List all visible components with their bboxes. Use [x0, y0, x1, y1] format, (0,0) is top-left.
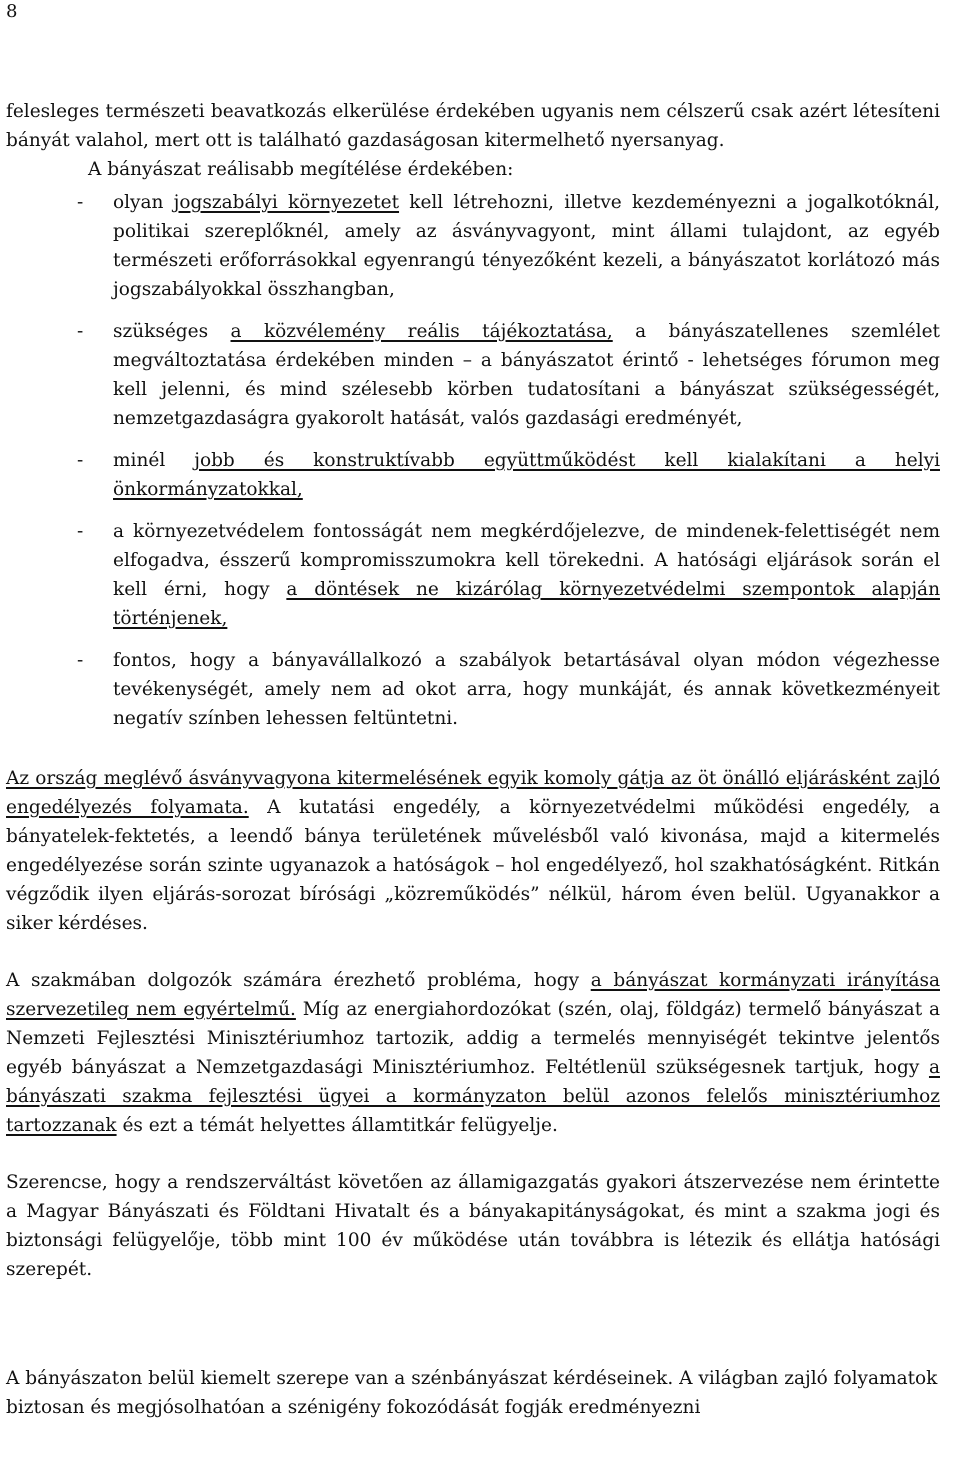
list-dash: - [77, 650, 84, 671]
list-item-text: szükséges [113, 321, 231, 342]
list-item-text: kell létrehozni, illetve kezdeményezni a jogalkotóknál, politikai szereplőknél, amely az ásványvagyont, mint állami tulajdont, az egyéb természeti erőforrásokkal egyenrangú tényezőként kezeli, a bányászatot korlátozó más jogszabályokkal összhangban, [113, 192, 940, 300]
list-item-emphasis: jobb és konstruktívabb együttműködést kell kialakítani a helyi önkormányzatokkal, [113, 450, 940, 500]
list-item-text: a bányászatellenes szemlélet megváltoztatása érdekében minden – a bányászatot érintő - lehetséges fórumon meg kell jelenni, és mind szélesebb körben tudatosítani a bányászat szükségességét, nemzetgazdaságra gyakorolt hatását, valós gazdasági eredményét, [113, 321, 940, 429]
list-dash: - [77, 450, 84, 471]
paragraph-emphasis: a bányászat kormányzati irányítása szervezetileg nem egyértelmű. [6, 970, 940, 1020]
list-item [6, 646, 940, 733]
paragraph-licensing [6, 764, 940, 938]
list-dash: - [77, 521, 84, 542]
list-item-text: minél [113, 450, 195, 471]
paragraph-text: és ezt a témát helyettes államtitkár felügyelje. [116, 1115, 558, 1136]
list-item-emphasis: a közvélemény reális tájékoztatása, [230, 321, 613, 342]
document-body [6, 97, 940, 1422]
paragraph-emphasis: a bányászati szakma fejlesztési ügyei a kormányzaton belül azonos felelős minisztériumhoz tartozzanak [6, 1057, 940, 1136]
recommendation-list [6, 188, 940, 733]
list-item-text: fontos, hogy a bányavállalkozó a szabályok betartásával olyan módon végezhesse tevékenységét, amely nem ad okot arra, hogy munkáját, és annak következményeit negatív színben lehessen feltüntetni. [113, 650, 940, 729]
paragraph-authority: Szerencse, hogy a rendszerváltást követően az államigazgatás gyakori átszervezése nem érintette a Magyar Bányászati és Földtani Hivatalt és a bányakapitányságokat, és mint a szakma jogi és biztonsági felügyelője, több mint 100 év működése után továbbra is létezik és ellátja hatósági szerepét. [6, 1172, 940, 1280]
paragraph-text: A kutatási engedély, a környezetvédelmi működési engedély, a bányatelek-fektetés, a leendő bánya területének művelésből való kivonása, majd a kitermelés engedélyezése során szinte ugyanazok a hatóságok – hol engedélyező, hol szakhatóságként. Ritkán végződik ilyen eljárás-sorozat bírósági „közreműködés” nélkül, három éven belül. Ugyanakkor a siker kérdéses. [6, 797, 940, 934]
list-item-text: olyan [113, 192, 174, 213]
page-number: 8 [6, 1, 18, 22]
list-item-text: a környezetvédelem fontosságát nem megkérdőjelezve, de mindenek-felettiségét nem elfogadva, ésszerű kompromisszumokra kell törekedni. A hatósági eljárások során el kell érni, hogy [113, 521, 940, 600]
list-item [6, 188, 940, 304]
list-dash: - [77, 321, 84, 342]
list-item [6, 317, 940, 433]
paragraph-governance [6, 966, 940, 1140]
list-item-emphasis: jogszabályi környezetet [173, 192, 400, 213]
paragraph-text: Míg az energiahordozókat (szén, olaj, földgáz) termelő bányászat a Nemzeti Fejlesztési Minisztériumhoz tartozik, addig a termelés mennyiségét tekintve jelentős egyéb bányászat a Nemzetgazdasági Minisztériumhoz. Feltétlenül szükségesnek tartjuk, hogy [6, 999, 940, 1078]
paragraph-text: A szakmában dolgozók számára érezhető probléma, hogy [6, 970, 591, 991]
paragraph-emphasis: Az ország meglévő ásványvagyona kitermelésének egyik komoly gátja az öt önálló eljárásként zajló engedélyezés folyamata. [6, 768, 940, 818]
intro-lead: A bányászat reálisabb megítélése érdekében: [88, 159, 514, 180]
paragraph-coal: A bányászaton belül kiemelt szerepe van a szénbányászat kérdéseinek. A világban zajló folyamatok biztosan és megjósolhatóan a szénigény fokozódását fogják eredményezni [6, 1368, 938, 1418]
list-item [6, 517, 940, 633]
list-item [6, 446, 940, 504]
intro-paragraph: felesleges természeti beavatkozás elkerülése érdekében ugyanis nem célszerű csak azért létesíteni bányát valahol, mert ott is található gazdaságosan kitermelhető nyersanyag. [6, 101, 940, 151]
list-item-emphasis: a döntések ne kizárólag környezetvédelmi szempontok alapján történjenek, [113, 579, 940, 629]
list-dash: - [77, 192, 84, 213]
